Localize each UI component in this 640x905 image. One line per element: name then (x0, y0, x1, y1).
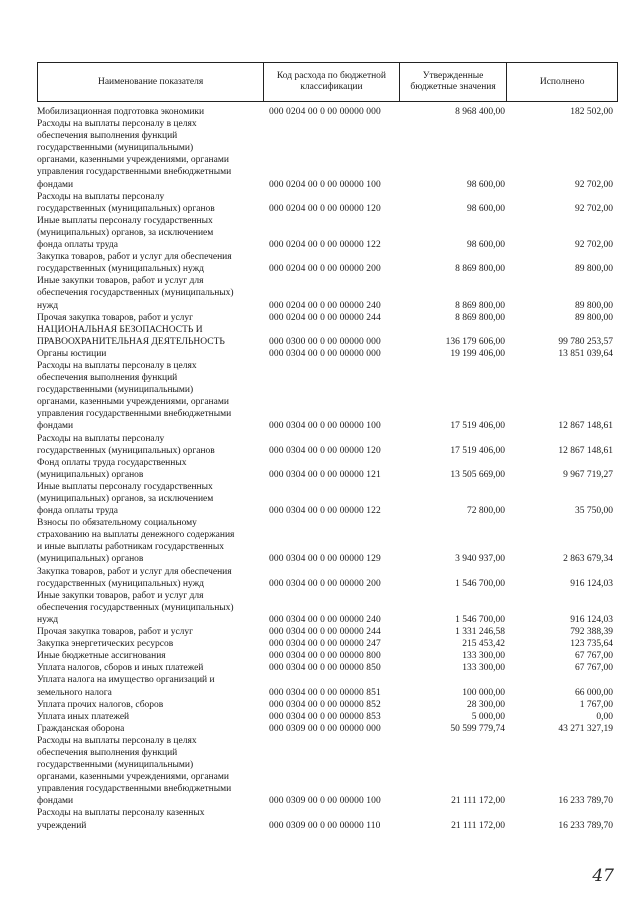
row-executed: 89 800,00 (575, 312, 613, 323)
row-approved: 17 519 406,00 (450, 421, 505, 432)
row-executed: 12 867 148,61 (558, 421, 613, 432)
row-executed: 92 702,00 (575, 203, 613, 214)
row-approved: 8 869 800,00 (455, 312, 505, 323)
row-executed: 35 750,00 (575, 506, 613, 517)
row-name: Расходы на выплаты персоналу в целях обеспечения выполнения функций государственными (муниципальными) органами, казенными учреждениями, органами управления государственными внебюджетными фондами (37, 360, 232, 432)
table-row (37, 481, 618, 517)
row-approved: 1 546 700,00 (455, 578, 505, 589)
row-approved: 133 300,00 (462, 651, 505, 662)
row-code: 000 0304 00 0 00 00000 244 (269, 627, 381, 638)
row-executed: 89 800,00 (575, 300, 613, 311)
row-executed: 99 780 253,57 (558, 336, 613, 347)
row-name: Уплата иных платежей (37, 711, 130, 722)
table-row (37, 723, 618, 735)
row-name: Мобилизационная подготовка экономики (37, 107, 205, 117)
row-executed: 16 233 789,70 (558, 820, 613, 831)
row-name: Расходы на выплаты персоналу в целях обеспечения выполнения функций государственными (муниципальными) органами, казенными учреждениями, органами управления государственными внебюджетными фондами (37, 119, 232, 190)
row-approved: 3 940 937,00 (455, 554, 505, 565)
row-name: Фонд оплаты труда государственных (муниципальных) органов (37, 457, 187, 480)
header-code: Код расхода по бюджетной классификации (264, 63, 400, 101)
row-name: Иные выплаты персоналу государственных (муниципальных) органов, за исключением фонда оплаты труда (37, 481, 214, 517)
row-approved: 13 505 669,00 (450, 469, 505, 480)
row-name: Иные закупки товаров, работ и услуг для обеспечения государственных (муниципальных) нужд (37, 590, 234, 625)
row-code: 000 0304 00 0 00 00000 120 (269, 445, 381, 456)
row-approved: 28 300,00 (467, 699, 505, 710)
table-row (37, 638, 618, 650)
row-name: Закупка товаров, работ и услуг для обеспечения государственных (муниципальных) нужд (37, 566, 232, 589)
row-code: 000 0304 00 0 00 00000 200 (269, 578, 381, 589)
row-approved: 50 599 779,74 (450, 723, 505, 734)
row-executed: 182 502,00 (570, 107, 613, 117)
row-name: Прочая закупка товаров, работ и услуг (37, 312, 194, 323)
table-row (37, 433, 618, 457)
row-code: 000 0304 00 0 00 00000 850 (269, 663, 381, 674)
row-code: 000 0304 00 0 00 00000 100 (269, 421, 381, 432)
table-row (37, 662, 618, 674)
row-executed: 1 767,00 (579, 699, 613, 710)
table-row (37, 106, 618, 118)
table-row (37, 360, 618, 433)
row-code: 000 0204 00 0 00 00000 122 (269, 240, 381, 251)
row-executed: 2 863 679,34 (563, 554, 613, 565)
row-executed: 66 000,00 (575, 687, 613, 698)
row-name: Расходы на выплаты персоналу в целях обеспечения выполнения функций государственными (муниципальными) органами, казенными учреждениями, органами управления государственными внебюджетными фондами (37, 735, 232, 807)
row-approved: 19 199 406,00 (450, 348, 505, 359)
row-approved: 17 519 406,00 (450, 445, 505, 456)
row-approved: 8 869 800,00 (455, 264, 505, 275)
row-name: Расходы на выплаты персоналу казенных учреждений (37, 808, 205, 831)
row-name: НАЦИОНАЛЬНАЯ БЕЗОПАСНОСТЬ И ПРАВООХРАНИТЕЛЬНАЯ ДЕЯТЕЛЬНОСТЬ (37, 324, 225, 347)
row-code: 000 0304 00 0 00 00000 121 (269, 469, 381, 480)
row-executed: 67 767,00 (575, 663, 613, 674)
row-code: 000 0304 00 0 00 00000 129 (269, 554, 381, 565)
row-name: Органы юстиции (37, 348, 107, 359)
row-name: Уплата налогов, сборов и иных платежей (37, 663, 204, 674)
row-executed: 792 388,39 (570, 627, 613, 638)
table-row (37, 590, 618, 626)
row-code: 000 0204 00 0 00 00000 200 (269, 264, 381, 275)
row-name: Закупка товаров, работ и услуг для обеспечения государственных (муниципальных) нужд (37, 252, 232, 275)
row-approved: 8 968 400,00 (455, 107, 505, 117)
row-approved: 98 600,00 (467, 179, 505, 190)
table-row (37, 275, 618, 311)
table-row (37, 191, 618, 215)
row-code: 000 0304 00 0 00 00000 000 (269, 348, 381, 359)
table-row (37, 118, 618, 191)
row-code: 000 0204 00 0 00 00000 244 (269, 312, 381, 323)
row-code: 000 0204 00 0 00 00000 120 (269, 203, 381, 214)
row-code: 000 0309 00 0 00 00000 110 (269, 820, 381, 831)
row-code: 000 0304 00 0 00 00000 247 (269, 639, 381, 650)
row-code: 000 0309 00 0 00 00000 100 (269, 796, 381, 807)
row-approved: 1 546 700,00 (455, 614, 505, 625)
row-approved: 8 869 800,00 (455, 300, 505, 311)
row-executed: 0,00 (596, 711, 613, 722)
row-approved: 100 000,00 (462, 687, 505, 698)
row-code: 000 0309 00 0 00 00000 000 (269, 723, 381, 734)
row-executed: 9 967 719,27 (563, 469, 613, 480)
table-row (37, 674, 618, 698)
row-executed: 89 800,00 (575, 264, 613, 275)
row-executed: 67 767,00 (575, 651, 613, 662)
row-approved: 1 331 246,58 (455, 627, 505, 638)
row-code: 000 0304 00 0 00 00000 851 (269, 687, 381, 698)
row-executed: 12 867 148,61 (558, 445, 613, 456)
row-executed: 13 851 039,64 (558, 348, 613, 359)
row-approved: 133 300,00 (462, 663, 505, 674)
row-executed: 123 735,64 (570, 639, 613, 650)
row-name: Иные выплаты персоналу государственных (муниципальных) органов, за исключением фонда оплаты труда (37, 215, 214, 251)
row-approved: 72 800,00 (467, 506, 505, 517)
row-name: Закупка энергетических ресурсов (37, 639, 174, 650)
row-approved: 5 000,00 (471, 711, 505, 722)
row-approved: 98 600,00 (467, 203, 505, 214)
row-approved: 215 453,42 (462, 639, 505, 650)
row-code: 000 0304 00 0 00 00000 240 (269, 614, 381, 625)
table-row (37, 457, 618, 481)
row-name: Иные бюджетные ассигнования (37, 651, 166, 662)
row-name: Уплата налога на имущество организаций и земельного налога (37, 675, 215, 698)
table-row (37, 626, 618, 638)
row-code: 000 0304 00 0 00 00000 852 (269, 699, 381, 710)
row-approved: 136 179 606,00 (445, 336, 505, 347)
table-body (37, 106, 618, 832)
row-executed: 916 124,03 (570, 578, 613, 589)
table-header (37, 62, 618, 102)
table-row (37, 517, 618, 565)
row-code: 000 0204 00 0 00 00000 240 (269, 300, 381, 311)
table-row (37, 215, 618, 251)
header-approved: Утвержденные бюджетные значения (400, 63, 508, 101)
table-row (37, 348, 618, 360)
table-row (37, 735, 618, 808)
row-executed: 43 271 327,19 (558, 723, 613, 734)
header-executed: Исполнено (539, 76, 585, 87)
row-executed: 916 124,03 (570, 614, 613, 625)
row-approved: 21 111 172,00 (451, 796, 505, 807)
page-number: 47 (592, 866, 614, 886)
row-executed: 92 702,00 (575, 179, 613, 190)
table-row (37, 324, 618, 348)
row-code: 000 0304 00 0 00 00000 800 (269, 651, 381, 662)
row-code: 000 0300 00 0 00 00000 000 (269, 336, 381, 347)
row-name: Расходы на выплаты персоналу государственных (муниципальных) органов (37, 191, 215, 214)
row-name: Прочая закупка товаров, работ и услуг (37, 627, 194, 638)
header-name: Наименование показателя (38, 63, 264, 101)
table-row (37, 251, 618, 275)
row-approved: 98 600,00 (467, 240, 505, 251)
table-row (37, 566, 618, 590)
table-row (37, 711, 618, 723)
table-row (37, 807, 618, 831)
row-code: 000 0304 00 0 00 00000 853 (269, 711, 381, 722)
row-code: 000 0204 00 0 00 00000 100 (269, 179, 381, 190)
row-executed: 92 702,00 (575, 240, 613, 251)
row-name: Уплата прочих налогов, сборов (37, 699, 164, 710)
row-code: 000 0304 00 0 00 00000 122 (269, 506, 381, 517)
row-name: Взносы по обязательному социальному страхованию на выплаты денежного содержания и иные выплаты работникам государственных (муниципальных) органов (37, 518, 235, 565)
row-code: 000 0204 00 0 00 00000 000 (269, 107, 381, 117)
row-name: Расходы на выплаты персоналу государственных (муниципальных) органов (37, 433, 215, 456)
table-row (37, 312, 618, 324)
row-approved: 21 111 172,00 (451, 820, 505, 831)
table-row (37, 650, 618, 662)
row-name: Гражданская оборона (37, 723, 125, 734)
row-executed: 16 233 789,70 (558, 796, 613, 807)
row-name: Иные закупки товаров, работ и услуг для обеспечения государственных (муниципальных) нужд (37, 276, 234, 311)
table-row (37, 699, 618, 711)
